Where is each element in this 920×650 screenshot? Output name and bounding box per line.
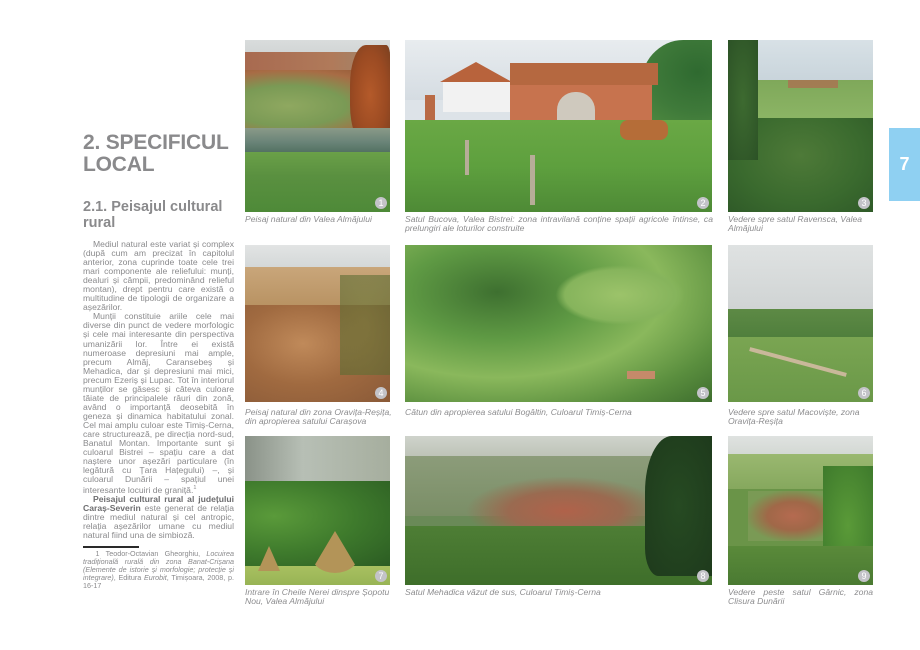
photo-9: [728, 436, 873, 585]
photo-number-badge: 9: [858, 570, 870, 582]
photo-6: [728, 245, 873, 402]
page-number-tab: 7: [889, 128, 920, 201]
photo-number-badge: 8: [697, 570, 709, 582]
photo-1: [245, 40, 390, 212]
photo-caption: Satul Bucova, Valea Bistrei: zona intravilană conține spații agricole întinse, ca prelungiri ale loturilor construite: [405, 214, 713, 234]
subsection-title: 2.1. Peisajul cultural rural: [83, 199, 223, 231]
photo-number-badge: 1: [375, 197, 387, 209]
photo-caption: Vedere peste satul Gârnic, zona Clisura Dunării: [728, 587, 873, 607]
photo-number-badge: 7: [375, 570, 387, 582]
photo-3: [728, 40, 873, 212]
photo-caption: Cătun din apropierea satului Bogâltin, Culoarul Timiș-Cerna: [405, 407, 632, 417]
footnote-reference[interactable]: 1: [193, 485, 197, 492]
photo-number-badge: 6: [858, 387, 870, 399]
photo-2: [405, 40, 712, 212]
photo-caption: Vedere spre satul Macoviște, zona Oravița-Reșița: [728, 407, 860, 427]
photo-caption: Vedere spre satul Ravensca, Valea Almăjului: [728, 214, 863, 234]
photo-7: [245, 436, 390, 585]
section-title: 2. SPECIFICUL LOCAL: [83, 131, 229, 176]
paragraph-3: Peisajul cultural rural al județului Caraș-Severin este generat de relația dintre mediul natural și cel antropic, relația așezărilor umane cu mediul natural fiind una de simbioză.: [83, 494, 234, 541]
photo-8: [405, 436, 712, 585]
photo-caption: Peisaj natural din zona Oravița-Reșița, din apropierea satului Carașova: [245, 407, 392, 427]
photo-number-badge: 5: [697, 387, 709, 399]
photo-number-badge: 2: [697, 197, 709, 209]
footnote-divider: [83, 546, 139, 548]
paragraph-2: Munții constituie ariile cele mai diverse din punct de vedere morfologic și cele mai interesante din perspectiva umanizării lor. Între ei există numeroase depresiuni mai ample, precum Almăj, Caransebeș și Mehadica, dar și depresiuni mai mici, precum Ezeriș și Lupac. Tot în interiorul munților se găsesc și câteva culoare tăiate de principalele râuri din zonă, având o importanță deosebită în geneza și dinamica habitatului zonal. Cel mai amplu culoar este Timiș-Cerna, care structurează, pe direcția nord-sud, Banatul Montan. Importante sunt și culoarul Bistrei – spațiu care a dat naștere unor așezări particulare (în legătură cu Țara Hațegului) –, și culoarul Dunării – spațiul unei interesante locuiri de graniță.$^1$: [83, 311, 234, 496]
photo-4: [245, 245, 390, 402]
paragraph-3-bold: Peisajul cultural rural al județului Caraș-Severin: [83, 494, 234, 514]
photo-caption: Peisaj natural din Valea Almăjului: [245, 214, 372, 224]
body-text: [83, 240, 234, 540]
photo-number-badge: 4: [375, 387, 387, 399]
photo-caption: Intrare în Cheile Nerei dinspre Șopotu Nou, Valea Almăjului: [245, 587, 390, 607]
photo-caption: Satul Mehadica văzut de sus, Culoarul Timiș-Cerna: [405, 587, 601, 597]
photo-number-badge: 3: [858, 197, 870, 209]
photo-5: [405, 245, 712, 402]
paragraph-1: Mediul natural este variat și complex (după cum am precizat în capitolul anterior, zona cuprinde toate cele trei mari componente ale reliefului: munți, dealuri și câmpii, predominând relieful montan), drept pentru care există o multitudine de tipologii de organizare a așezărilor.: [83, 239, 234, 313]
footnote: 1 Teodor-Octavian Gheorghiu, Locuirea tradițională rurală din zona Banat-Crișana (Elemente de istorie și morfologie; protecție și integrare), Editura Eurobit, Timișoara, 2008, p. 16-17: [83, 549, 235, 590]
